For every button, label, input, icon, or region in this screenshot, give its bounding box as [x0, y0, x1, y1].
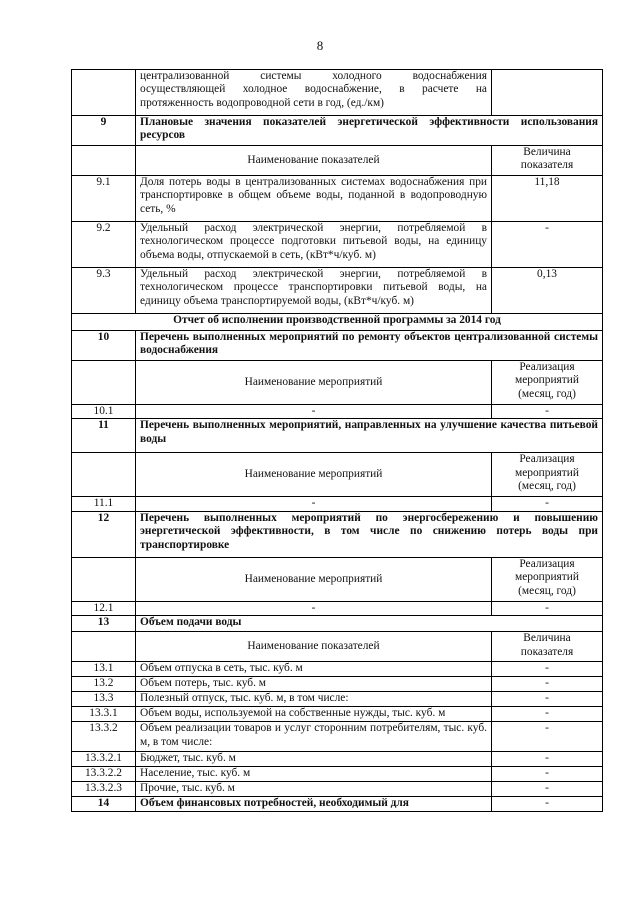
row-value: -	[492, 722, 603, 752]
column-header-row	[72, 557, 603, 601]
section-number: 10	[72, 331, 136, 361]
row-text: Объем реализации товаров и услуг сторонним потребителям, тыс. куб. м, в том числе:	[136, 722, 492, 752]
table-row	[72, 767, 603, 782]
page-number: 8	[316, 38, 324, 53]
row-value: -	[492, 222, 603, 268]
row-number: 13.2	[72, 677, 136, 692]
row-value: -	[492, 662, 603, 677]
column-header-name: Наименование мероприятий	[136, 361, 492, 405]
row-number: 13.3.2.2	[72, 767, 136, 782]
row-number: 12.1	[72, 601, 136, 615]
section-title: Объем подачи воды	[136, 616, 603, 632]
section-title: Перечень выполненных мероприятий по энергосбережению и повышению энергетической эффективности, в том числе по снижению потерь воды при транспортировке	[136, 511, 603, 557]
column-header-name: Наименование мероприятий	[136, 453, 492, 497]
column-header-value: Реализация мероприятий (месяц, год)	[492, 453, 603, 497]
row-number: 13.3	[72, 692, 136, 707]
row-number: 13.1	[72, 662, 136, 677]
section-title: Перечень выполненных мероприятий, направленных на улучшение качества питьевой воды	[136, 419, 603, 453]
row-value: -	[492, 692, 603, 707]
table-row	[72, 677, 603, 692]
section-title: Перечень выполненных мероприятий по ремонту объектов централизованной системы водоснабжения	[136, 331, 603, 361]
row-text: Объем отпуска в сеть, тыс. куб. м	[136, 662, 492, 677]
section-number: 14	[72, 797, 136, 812]
row-number: 9.1	[72, 176, 136, 222]
column-header-value: Величина показателя	[492, 632, 603, 662]
row-number: 13.3.2.3	[72, 782, 136, 797]
column-header-value: Величина показателя	[492, 146, 603, 176]
report-title-row	[72, 314, 603, 331]
row-value: -	[492, 677, 603, 692]
row-text: -	[136, 497, 492, 511]
table-row	[72, 662, 603, 677]
row-value: 0,13	[492, 268, 603, 314]
row-text: Население, тыс. куб. м	[136, 767, 492, 782]
row-text: Полезный отпуск, тыс. куб. м, в том числе:	[136, 692, 492, 707]
table-row	[72, 722, 603, 752]
table-row	[72, 707, 603, 722]
row-value	[492, 70, 603, 116]
section-header	[72, 116, 603, 146]
table-row	[72, 497, 603, 511]
row-value: -	[492, 797, 603, 812]
section-number: 11	[72, 419, 136, 453]
section-header	[72, 797, 603, 812]
row-number: 10.1	[72, 405, 136, 419]
column-header-name: Наименование мероприятий	[136, 557, 492, 601]
section-header	[72, 419, 603, 453]
table-row	[72, 601, 603, 615]
row-text: Удельный расход электрической энергии, потребляемой в технологическом процессе транспортировки питьевой воды, на единицу объема транспортируемой воды, (кВт*ч/куб. м)	[136, 268, 492, 314]
row-value: -	[492, 767, 603, 782]
program-table	[71, 69, 603, 812]
table-row	[72, 692, 603, 707]
table-row	[72, 70, 603, 116]
section-number: 13	[72, 616, 136, 632]
row-text: Доля потерь воды в централизованных системах водоснабжения при транспортировке в общем объеме воды, поданной в водопроводную сеть, %	[136, 176, 492, 222]
row-text: Удельный расход электрической энергии, потребляемой в технологическом процессе подготовки питьевой воды, на единицу объема воды, отпускаемой в сеть, (кВт*ч/куб. м)	[136, 222, 492, 268]
column-header-row	[72, 632, 603, 662]
row-number	[72, 70, 136, 116]
column-header-row	[72, 146, 603, 176]
row-value: 11,18	[492, 176, 603, 222]
section-number: 12	[72, 511, 136, 557]
section-title: Плановые значения показателей энергетической эффективности использования ресурсов	[136, 116, 603, 146]
column-header-value: Реализация мероприятий (месяц, год)	[492, 361, 603, 405]
row-value: -	[492, 405, 603, 419]
section-header	[72, 331, 603, 361]
row-value: -	[492, 782, 603, 797]
row-value: -	[492, 707, 603, 722]
table-row	[72, 176, 603, 222]
section-title: Объем финансовых потребностей, необходимый для	[136, 797, 492, 812]
row-text: -	[136, 601, 492, 615]
section-header	[72, 511, 603, 557]
table-row	[72, 782, 603, 797]
row-text: Прочие, тыс. куб. м	[136, 782, 492, 797]
row-text: централизованной системы холодного водоснабжения осуществляющей холодное водоснабжение, в расчете на протяженность водопроводной сети в год, (ед./км)	[136, 70, 492, 116]
table-row	[72, 222, 603, 268]
table-row	[72, 268, 603, 314]
row-number: 9.2	[72, 222, 136, 268]
column-header-value: Реализация мероприятий (месяц, год)	[492, 557, 603, 601]
row-text: Бюджет, тыс. куб. м	[136, 752, 492, 767]
row-value: -	[492, 752, 603, 767]
column-header-name: Наименование показателей	[136, 632, 492, 662]
row-value: -	[492, 601, 603, 615]
row-text: Объем воды, используемой на собственные нужды, тыс. куб. м	[136, 707, 492, 722]
column-header-row	[72, 453, 603, 497]
table-row	[72, 405, 603, 419]
row-number: 13.3.2	[72, 722, 136, 752]
section-number: 9	[72, 116, 136, 146]
row-text: -	[136, 405, 492, 419]
column-header-name: Наименование показателей	[136, 146, 492, 176]
report-title: Отчет об исполнении производственной программы за 2014 год	[72, 314, 603, 331]
row-value: -	[492, 497, 603, 511]
row-number: 13.3.1	[72, 707, 136, 722]
row-text: Объем потерь, тыс. куб. м	[136, 677, 492, 692]
column-header-row	[72, 361, 603, 405]
section-header	[72, 616, 603, 632]
row-number: 11.1	[72, 497, 136, 511]
row-number: 9.3	[72, 268, 136, 314]
row-number: 13.3.2.1	[72, 752, 136, 767]
table-row	[72, 752, 603, 767]
